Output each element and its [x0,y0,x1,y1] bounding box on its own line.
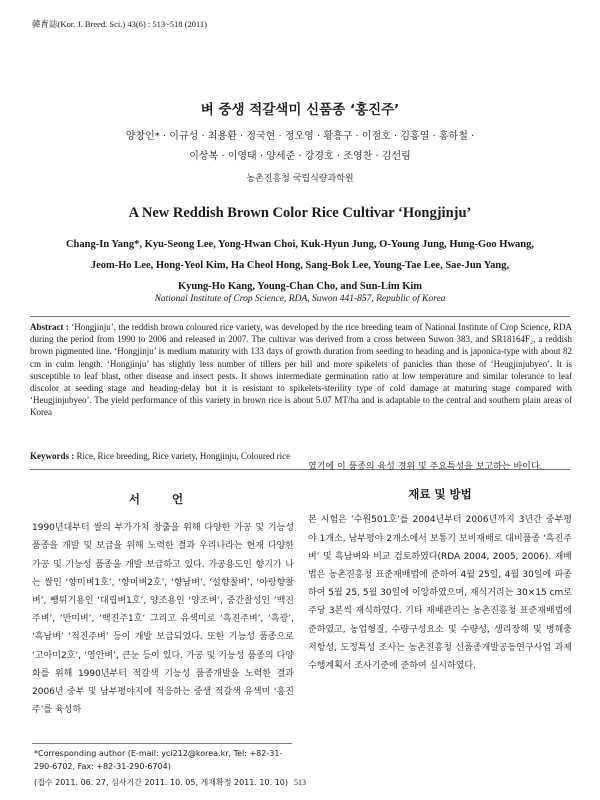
korean-authors-line: 이상복 · 이영태 · 양세준 · 강경호 · 조영찬 · 김선림 [189,151,411,162]
introduction-text: 1990년대부터 쌀의 부가가치 창출을 위해 다양한 가공 및 기능성 품종을 개발 및 보급을 위해 노력한 결과 우리나라는 현재 다양한 가공 및 기능성 품종을 개발 보급하고 있다. 가공용도인 향기가 나는 쌀인 ‘향미벼1호’, ‘향미벼2호’, ‘향남벼’, ‘설향찰벼’, ‘아랑향찰벼’, 뺑튀기용인 ‘대립벼1호’, 양조용인 ‘양조벼’, 중간찰성인 ‘백진주벼’, ‘만미벼’, ‘백진주1호’ 그리고 유색미로 ‘흑진주벼’, ‘흑광’, ‘흑남벼’ ‘적진주벼’ 등이 개발 보급되었다. 또한 기능성 품종으로 ‘고아미2호’, ‘영안벼’, 큰눈 등이 있다. 가공 및 기능성 품종의 다양화를 위해 1990년부터 적갈색 기능성 품종개발을 노력한 결과 2006년 중부 및 남부평야지에 적응하는 중생 적갈색 유색미 ‘홍진주’를 육성하 [32,523,294,716]
right-column [308,458,572,675]
abstract-text: ‘Hongjinju’, the reddish brown coloured rice variety, was developed by the rice breeding team of National Institute of Crop Science, RDA during the period from 1990 to 2006 and released in 2007. The cultivar was derived from a cross between Suwon 383, and SR18164F₂, a reddish brown pigmented line. ‘Hongjinju’ is medium maturity with 133 days of growth duration from seeding to heading and is japonica-type with about 82 cm in culm length. ‘Hongjinju’ has slightly less number of tillers per hill and more spikelets of panicles than those of ‘Heugjinjubyeo’. It is susceptible to leaf blast, other disease and insect pests. It shows intermediate germination ratio at low temperature and similar tolerance to leaf discolor at seeding stage and heading-delay but it is resistant to spikelets-sterility type of cold damage at maturing stage compared with ‘Heugjinjubyeo’. The yield performance of this variety in brown rice is about 5.07 MT/ha and is adaptable to the central and southern plain areas of Korea [30,322,572,418]
korean-authors-line: 양창인* · 이규성 · 최용환 · 정국현 · 정오영 · 황흥구 · 이점호 · 김홍열 · 홍하철 · [125,131,475,142]
korean-authors [50,127,550,167]
keywords-text: Rice, Rice breeding, Rice variety, Hongjinju, Coloured rice [74,451,291,461]
page-number: 513 [294,778,306,787]
korean-title: 벼 중생 적갈색미 신품종 ‘홍진주’ [200,102,400,118]
korean-affiliation: 농촌진흥청 국립식량과학원 [246,174,354,184]
keywords-label: Keywords : [30,451,75,461]
english-affiliation: National Institute of Crop Science, RDA, Suwon 441-857, Republic of Korea [154,294,446,304]
divider [30,316,570,317]
english-authors-line: Kyung-Ho Kang, Young-Chan Cho, and Sun-Lim Kim [177,281,423,292]
methods-text: 본 시험은 ‘수원501호’를 2004년부터 2006년까지 3년간 중부평야 1개소, 남부평야 2개소에서 보통기 보비재배로 대비품종 ‘흑진주벼’ 및 흑남벼와 비교 검토하였다(RDA 2004, 2005, 2006). 재배법은 농촌진흥청 표준재배법에 준하여 4월 25일, 4월 30일에 파종하여 5월 25, 5월 30일에 이앙하였으며, 재식거리는 30×15 cm로 주당 3본씩 재식하였다. 기타 재배관리는 농촌진흥청 표준재배법에 준하였고, 농업형질, 수량구성요소 및 수량성, 생리장해 및 병해충 저항성, 도정특성 조사는 농촌진흥청 신품종개발공동연구사업 과제 수행계획서 조사기준에 준하여 실시하였다. [308,515,572,672]
left-column [32,490,294,719]
footnote-divider [32,743,292,744]
section-heading-methods: 재료 및 방법 [408,487,472,502]
english-authors [40,234,560,297]
introduction-continued-text: 였기에 이 품종의 육성 경위 및 주요특성을 보고하는 바이다. [308,462,543,472]
abstract-label: Abstract : [30,322,69,332]
english-authors-line: Chang-In Yang*, Kyu-Seong Lee, Yong-Hwan Choi, Kuk-Hyun Jung, O-Young Jung, Hung-Goo Hwang, [65,239,535,250]
english-title: A New Reddish Brown Color Rice Cultivar ‘Hongjinju’ [128,205,472,221]
corresponding-author-note: *Corresponding author (E-mail: yci212@korea.kr, Tel: +82-31-290-6702, Fax: +82-31-290-6704) [34,749,283,771]
received-dates-note: (접수 2011. 06. 27, 심사기간 2011. 10. 05, 게재확정 2011. 10. 10) [34,778,288,787]
journal-citation: 韓育誌(Kor. J. Breed. Sci.) 43(6) : 513~518 (2011) [32,19,207,29]
section-heading-introduction: 서 언 [128,492,198,506]
abstract [30,321,572,419]
english-authors-line: Jeom-Ho Lee, Hong-Yeol Kim, Ha Cheol Hong, Sang-Bok Lee, Young-Tae Lee, Sae-Jun Yang, [90,260,510,271]
